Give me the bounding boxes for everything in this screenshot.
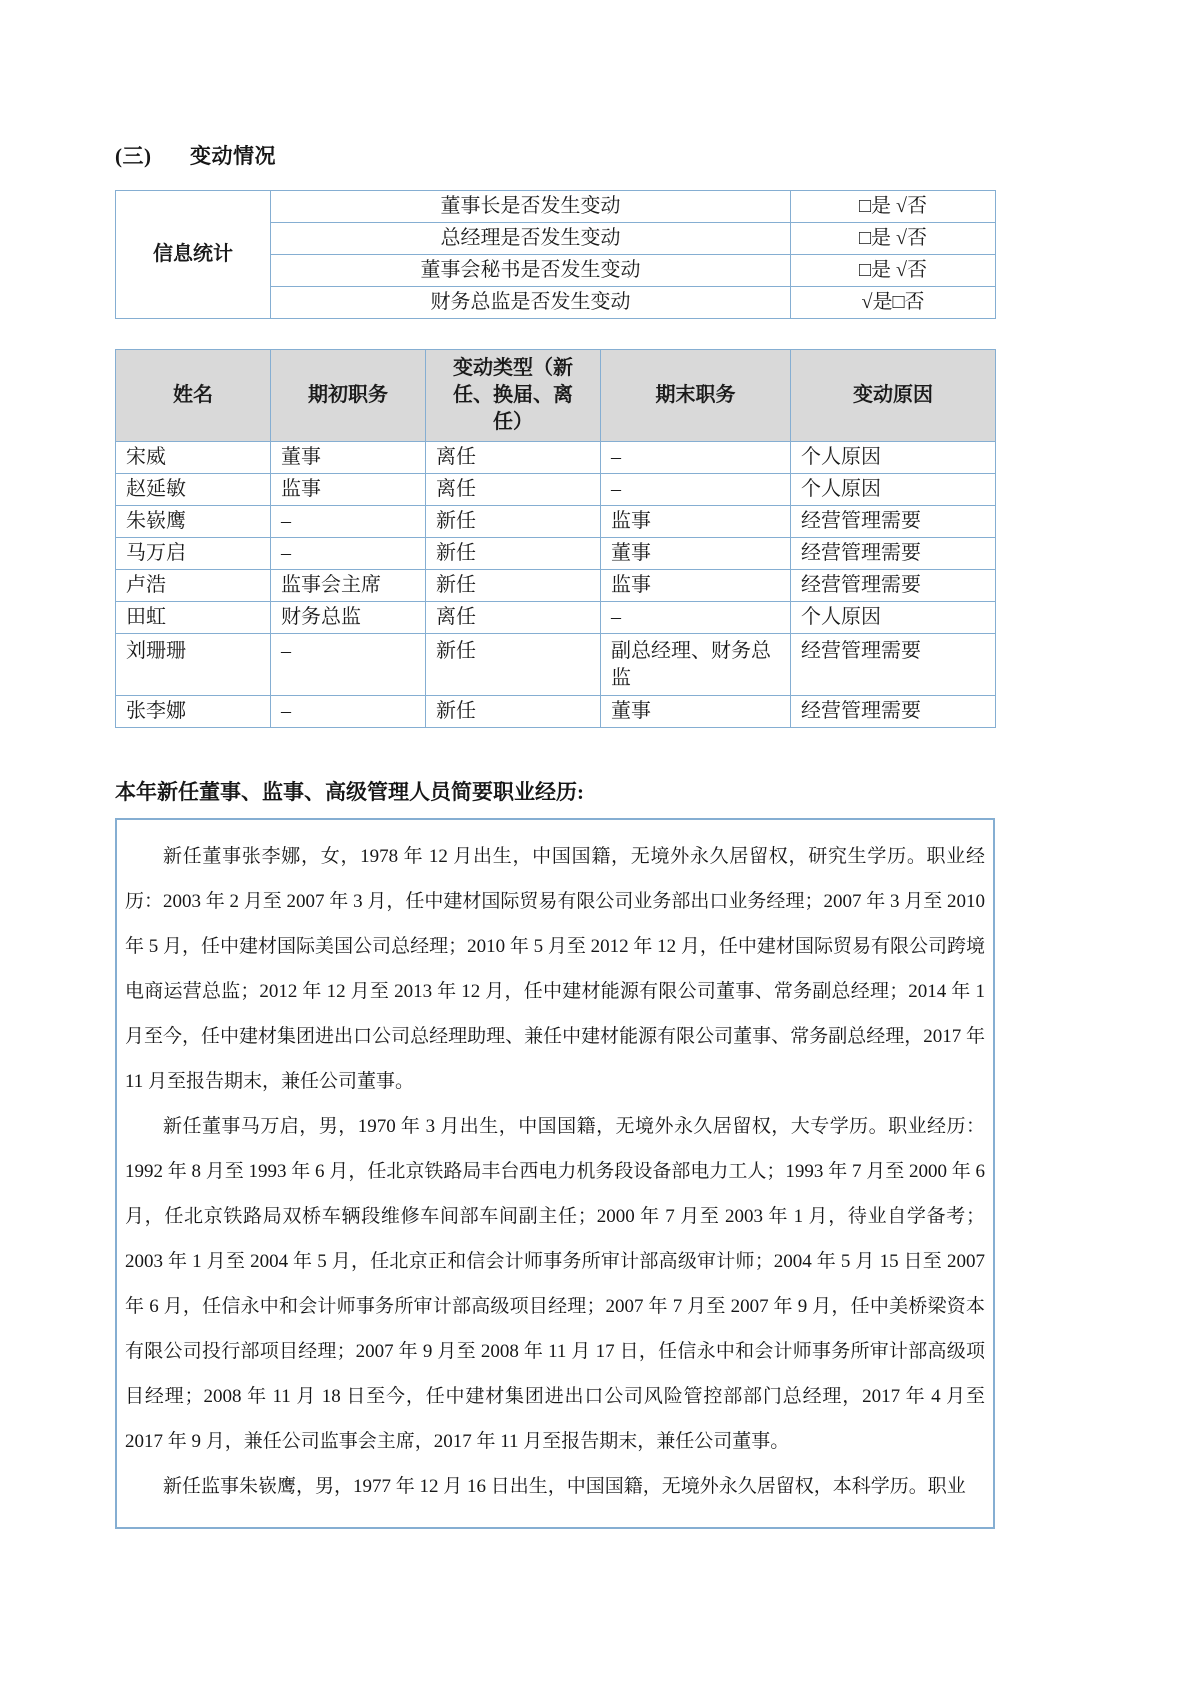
col-header-final-position: 期末职务	[601, 350, 791, 442]
cell-name: 马万启	[116, 538, 271, 570]
cell-change-type: 新任	[426, 634, 601, 696]
table-row	[116, 191, 996, 223]
cell-initial-position: 财务总监	[271, 602, 426, 634]
cell-name: 张李娜	[116, 696, 271, 728]
table-row	[116, 570, 996, 602]
cell-name: 宋威	[116, 442, 271, 474]
cell-reason: 经营管理需要	[791, 538, 996, 570]
col-header-initial-position: 期初职务	[271, 350, 426, 442]
cell-initial-position: –	[271, 506, 426, 538]
stats-answer-checkbox-text: □是 √否	[791, 223, 996, 255]
cell-final-position: 监事	[601, 570, 791, 602]
cell-final-position: 董事	[601, 696, 791, 728]
bio-paragraph-zhuqinying: 新任监事朱嵚鹰，男，1977 年 12 月 16 日出生，中国国籍，无境外永久居留权，本科学历。职业	[163, 1476, 966, 1497]
cell-name: 朱嵚鹰	[116, 506, 271, 538]
table-row	[116, 538, 996, 570]
cell-reason: 个人原因	[791, 602, 996, 634]
changes-table	[115, 349, 996, 728]
cell-change-type: 新任	[426, 506, 601, 538]
cell-change-type: 离任	[426, 474, 601, 506]
cell-initial-position: 监事	[271, 474, 426, 506]
table-row	[116, 506, 996, 538]
table-row	[116, 442, 996, 474]
stats-question: 总经理是否发生变动	[271, 223, 791, 255]
col-header-reason: 变动原因	[791, 350, 996, 442]
cell-name: 刘珊珊	[116, 634, 271, 696]
cell-final-position: 监事	[601, 506, 791, 538]
cell-initial-position: –	[271, 538, 426, 570]
cell-reason: 经营管理需要	[791, 634, 996, 696]
cell-initial-position: 董事	[271, 442, 426, 474]
cell-reason: 个人原因	[791, 474, 996, 506]
bio-paragraph-mawanqi: 新任董事马万启，男，1970 年 3 月出生，中国国籍，无境外永久居留权，大专学历。职业经历：1992 年 8 月至 1993 年 6 月，任北京铁路局丰台西电力机务段设备部电力工人；1993 年 7 月至 2000 年 6 月，任北京铁路局双桥车辆段维修车间部车间副主任；2000 年 7 月至 2003 年 1 月，待业自学备考；2003 年 1 月至 2004 年 5 月，任北京正和信会计师事务所审计部高级审计师；2004 年 5 月 15 日至 2007 年 6 月，任信永中和会计师事务所审计部高级项目经理；2007 年 7 月至 2007 年 9 月，任中美桥梁资本有限公司投行部项目经理；2007 年 9 月至 2008 年 11 月 17 日，任信永中和会计师事务所审计部高级项目经理；2008 年 11 月 18 日至今，任中建材集团进出口公司风险管控部部门总经理，2017 年 4 月至 2017 年 9 月，兼任公司监事会主席，2017 年 11 月至报告期末，兼任公司董事。	[125, 1116, 985, 1452]
cell-final-position: 董事	[601, 538, 791, 570]
section-number: (三)	[115, 144, 152, 168]
stats-table	[115, 190, 996, 319]
table-header-row	[116, 350, 996, 442]
cell-change-type: 新任	[426, 538, 601, 570]
section-heading	[115, 140, 995, 170]
stats-question: 董事会秘书是否发生变动	[271, 255, 791, 287]
bio-section-heading: 本年新任董事、监事、高级管理人员简要职业经历:	[115, 780, 584, 804]
cell-initial-position: 监事会主席	[271, 570, 426, 602]
cell-change-type: 新任	[426, 696, 601, 728]
cell-change-type: 新任	[426, 570, 601, 602]
cell-final-position: –	[601, 602, 791, 634]
stats-answer-checkbox-text: √是□否	[791, 287, 996, 319]
section-title: 变动情况	[190, 144, 276, 168]
cell-name: 田虹	[116, 602, 271, 634]
table-row	[116, 602, 996, 634]
cell-initial-position: –	[271, 634, 426, 696]
cell-reason: 经营管理需要	[791, 696, 996, 728]
table-row	[116, 474, 996, 506]
cell-final-position: 副总经理、财务总监	[601, 634, 791, 696]
stats-answer-checkbox-text: □是 √否	[791, 255, 996, 287]
cell-reason: 经营管理需要	[791, 506, 996, 538]
bio-text-box	[115, 818, 995, 1529]
col-header-change-type: 变动类型（新任、换届、离任）	[426, 350, 601, 442]
stats-answer-checkbox-text: □是 √否	[791, 191, 996, 223]
stats-row-header: 信息统计	[116, 191, 271, 319]
bio-paragraph-zhanglina: 新任董事张李娜，女，1978 年 12 月出生，中国国籍，无境外永久居留权，研究生学历。职业经历：2003 年 2 月至 2007 年 3 月，任中建材国际贸易有限公司业务部出口业务经理；2007 年 3 月至 2010 年 5 月，任中建材国际美国公司总经理；2010 年 5 月至 2012 年 12 月，任中建材国际贸易有限公司跨境电商运营总监；2012 年 12 月至 2013 年 12 月，任中建材能源有限公司董事、常务副总经理；2014 年 1 月至今，任中建材集团进出口公司总经理助理、兼任中建材能源有限公司董事、常务副总经理，2017 年 11 月至报告期末，兼任公司董事。	[125, 846, 985, 1092]
stats-question: 董事长是否发生变动	[271, 191, 791, 223]
cell-name: 赵延敏	[116, 474, 271, 506]
cell-final-position: –	[601, 474, 791, 506]
cell-change-type: 离任	[426, 602, 601, 634]
cell-reason: 个人原因	[791, 442, 996, 474]
cell-final-position: –	[601, 442, 791, 474]
cell-initial-position: –	[271, 696, 426, 728]
cell-name: 卢浩	[116, 570, 271, 602]
table-row	[116, 634, 996, 696]
cell-change-type: 离任	[426, 442, 601, 474]
col-header-name: 姓名	[116, 350, 271, 442]
stats-question: 财务总监是否发生变动	[271, 287, 791, 319]
cell-reason: 经营管理需要	[791, 570, 996, 602]
table-row	[116, 696, 996, 728]
